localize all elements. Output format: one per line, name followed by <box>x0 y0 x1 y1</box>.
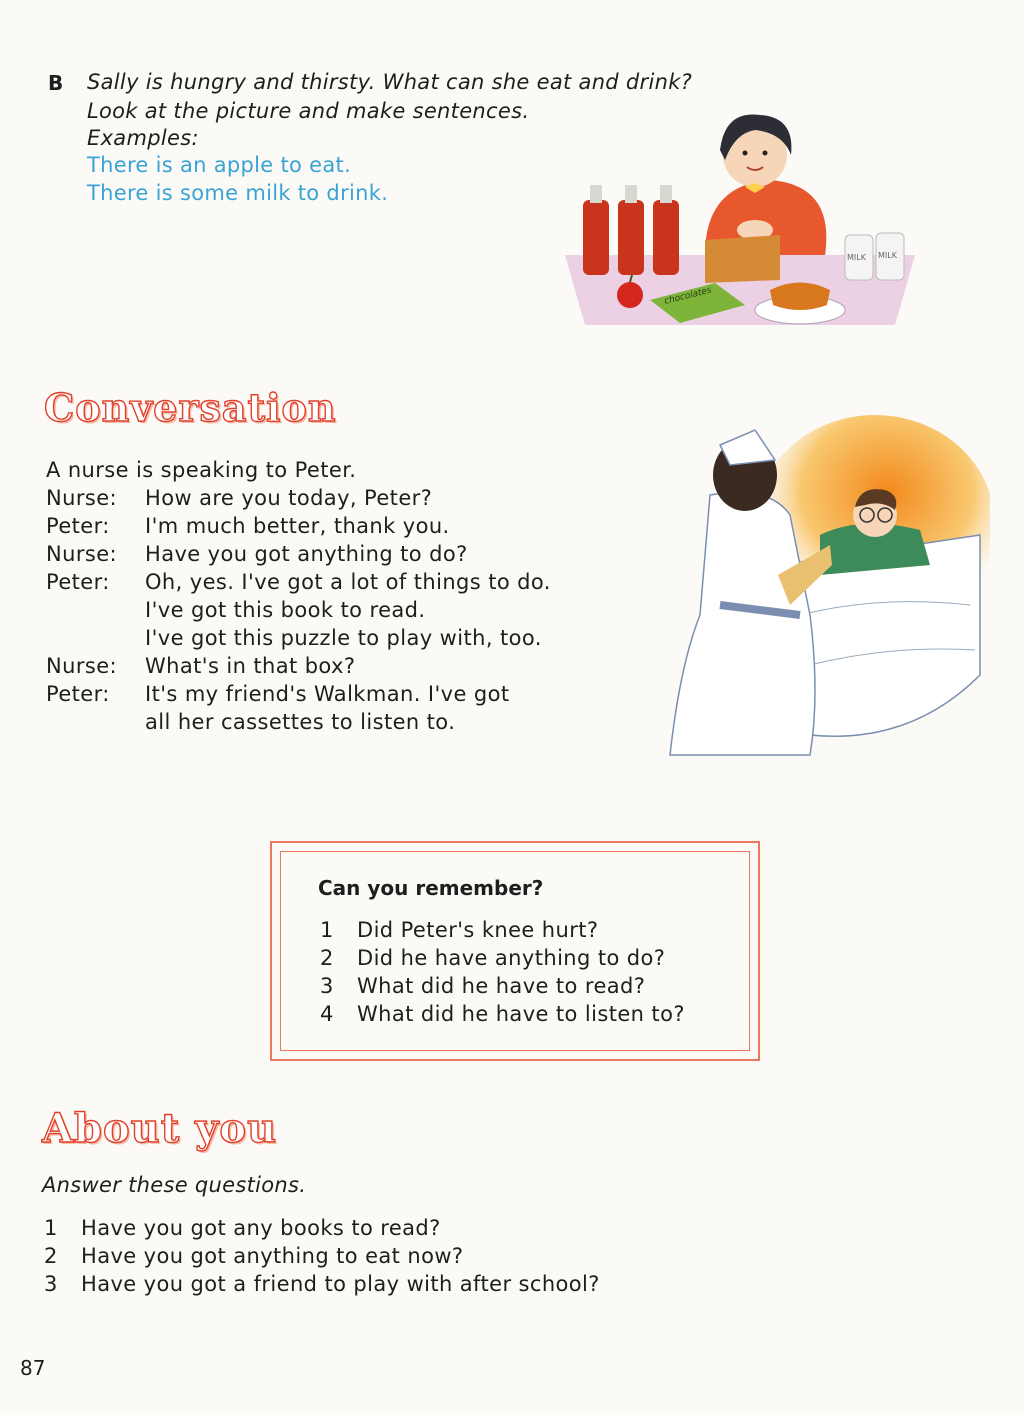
speaker-label: Peter: <box>46 682 110 706</box>
speaker-label: Nurse: <box>46 654 117 678</box>
conversation-heading: Conversation <box>44 385 337 430</box>
remember-question: What did he have to listen to? <box>357 1002 685 1026</box>
dialogue-line: It's my friend's Walkman. I've got <box>145 682 510 706</box>
question-number: 3 <box>320 974 334 998</box>
dialogue-line: I've got this book to read. <box>145 598 426 622</box>
question-number: 2 <box>44 1244 58 1268</box>
speaker-label: Peter: <box>46 570 110 594</box>
section-letter: B <box>48 71 64 95</box>
question-number: 1 <box>44 1216 58 1240</box>
dialogue-line: I'm much better, thank you. <box>145 514 450 538</box>
sally-food-illustration <box>555 105 935 345</box>
instruction-line-2: Look at the picture and make sentences. <box>87 99 530 123</box>
speaker-label: Peter: <box>46 514 110 538</box>
instruction-line-1: Sally is hungry and thirsty. What can she eat and drink? <box>87 70 693 94</box>
example-sentence-1: There is an apple to eat. <box>87 153 352 177</box>
question-number: 4 <box>320 1002 334 1026</box>
about-you-question: Have you got anything to eat now? <box>81 1244 464 1268</box>
question-number: 2 <box>320 946 334 970</box>
about-you-instruction: Answer these questions. <box>42 1173 307 1197</box>
examples-label: Examples: <box>87 126 199 150</box>
dialogue-line: How are you today, Peter? <box>145 486 433 510</box>
about-you-question: Have you got a friend to play with after school? <box>81 1272 600 1296</box>
milk-label-2: MILK <box>878 251 897 260</box>
page-number: 87 <box>20 1356 46 1380</box>
dialogue-line: I've got this puzzle to play with, too. <box>145 626 542 650</box>
remember-question: What did he have to read? <box>357 974 646 998</box>
remember-question: Did Peter's knee hurt? <box>357 918 599 942</box>
remember-question: Did he have anything to do? <box>357 946 666 970</box>
question-number: 3 <box>44 1272 58 1296</box>
milk-label-1: MILK <box>847 253 866 262</box>
dialogue-line: Oh, yes. I've got a lot of things to do. <box>145 570 551 594</box>
dialogue-line: What's in that box? <box>145 654 356 678</box>
speaker-label: Nurse: <box>46 542 117 566</box>
speaker-label: Nurse: <box>46 486 117 510</box>
chocolate-box-label: chocolates <box>663 285 713 307</box>
conversation-intro: A nurse is speaking to Peter. <box>46 458 357 482</box>
remember-title: Can you remember? <box>318 876 544 900</box>
question-number: 1 <box>320 918 334 942</box>
about-you-question: Have you got any books to read? <box>81 1216 441 1240</box>
dialogue-line: all her cassettes to listen to. <box>145 710 456 734</box>
nurse-peter-illustration <box>660 415 990 765</box>
dialogue-line: Have you got anything to do? <box>145 542 468 566</box>
example-sentence-2: There is some milk to drink. <box>87 181 389 205</box>
about-you-heading: About you <box>42 1105 278 1152</box>
